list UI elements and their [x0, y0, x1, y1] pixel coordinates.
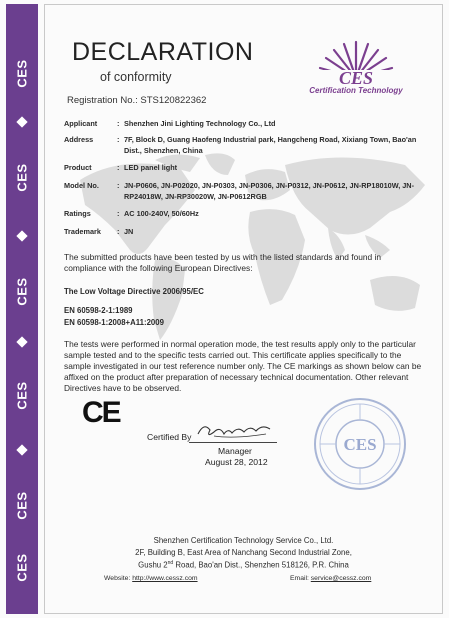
- band-label: CES: [14, 277, 30, 306]
- band-label: CES: [14, 381, 30, 410]
- band-label: CES: [14, 491, 30, 520]
- footer-address-line1: 2F, Building B, East Area of Nanchang Second Industrial Zone,: [135, 548, 352, 557]
- signature-icon: [194, 420, 276, 442]
- certified-by-label: Certified By: [147, 432, 192, 442]
- intro-text: The submitted products have been tested by us with the listed standards and found in compliance with the following European Directives:: [64, 252, 382, 273]
- logo-tagline: Certification Technology: [309, 86, 403, 95]
- field-value: JN-P0606, JN-P02020, JN-P0303, JN-P0306, JN-P0312, JN-P0612, JN-RP18010W, JN-RP24018W, JN-RP30020W, JN-P0612RGB: [124, 181, 415, 201]
- field-label: Model No.: [64, 181, 99, 190]
- certificate-page: CES CES CES CES CES CES DECLARATION of conformity Registration No.: STS120822362 CES Certification Technology Applicant : Shenzhen Jini Lighting Technology Co., Ltd Address : 7F, Block D, Guang Haofeng Industrial park, Hangcheng Road, Xixiang Town, Bao'an Dist., Shenzhen, China Product : LED panel light Model No. : JN-P0606, JN-P02020, JN-P0303, JN-P0306, JN-P0312, JN-P0612, JN-RP18010W, JN-RP24018W, JN-RP30020W, JN-P0612RGB Ratings : AC 100-240V, 50/60Hz Trademark : JN The submitted products have been tested by us with the listed standards and found in compliance with the following European Directives: The Low Voltage Directive 2006/95/EC EN 60598-2-1:1989 EN 60598-1:2008+A11:2009 The tests were performed in normal operation mode, the test results apply only to the particular sample tested and to the specific tests carried out. This certificate applies specifically to the sample investigated in our test reference number only. The CE markings as shown below can be affixed on the product after preparation of necessary technical documentation. Other relevant Directives have to be observed. CE Certified By Manager August 28, 2012 CES Shenzhen Certification Technology Service Co., Ltd. 2F, Building B, East Area of Nanchang Second Industrial Zone, Gushu 2nd Road, Bao'an Dist., Shenzhen 518126, P.R. China Website: http://www.cessz.com Email: service@cessz.com: [0, 0, 449, 618]
- ces-seal-icon: [312, 396, 408, 492]
- signer-role: Manager: [218, 446, 252, 456]
- ce-mark: CE: [82, 396, 120, 429]
- email-link[interactable]: service@cessz.com: [310, 575, 372, 582]
- field-value: Shenzhen Jini Lighting Technology Co., Ltd: [124, 119, 276, 128]
- footer-company: Shenzhen Certification Technology Service Co., Ltd.: [153, 536, 334, 545]
- diamond-icon: [16, 444, 27, 455]
- field-value: AC 100-240V, 50/60Hz: [124, 209, 199, 218]
- field-value: JN: [124, 227, 134, 236]
- band-label: CES: [14, 163, 30, 192]
- page-title: DECLARATION: [72, 38, 254, 66]
- footer-email: Email: service@cessz.com: [290, 575, 372, 582]
- field-label: Product: [64, 163, 92, 172]
- diamond-icon: [16, 230, 27, 241]
- diamond-icon: [16, 336, 27, 347]
- registration-number: Registration No.: STS120822362: [67, 95, 207, 106]
- band-label: CES: [14, 59, 30, 88]
- notes-text: The tests were performed in normal operation mode, the test results apply only to the particular sample tested and to the specific tests carried out. This certificate applies specifically to the sample investigated in our test reference number only. The CE markings as shown below can be affixed on the product after preparation of necessary technical documentation. Other relevant Directives have to be observed.: [64, 339, 422, 393]
- footer-address-line2: Gushu 2nd Road, Bao'an Dist., Shenzhen 518126, P.R. China: [138, 560, 349, 570]
- directive-title: The Low Voltage Directive 2006/95/EC: [64, 287, 204, 296]
- footer-website: Website: http://www.cessz.com: [104, 575, 198, 582]
- field-label: Address: [64, 135, 94, 144]
- logo-letters: CES: [338, 68, 374, 88]
- side-band: [6, 4, 38, 614]
- field-label: Ratings: [64, 209, 91, 218]
- seal-letters: CES: [343, 435, 377, 454]
- signature-line: [189, 442, 277, 443]
- field-value: LED panel light: [124, 163, 178, 172]
- page-subtitle: of conformity: [100, 70, 172, 84]
- signature-date: August 28, 2012: [205, 457, 268, 467]
- diamond-icon: [16, 116, 27, 127]
- website-link[interactable]: http://www.cessz.com: [132, 575, 198, 582]
- band-label: CES: [14, 553, 30, 582]
- standard-item: EN 60598-2-1:1989: [64, 306, 133, 315]
- field-value: 7F, Block D, Guang Haofeng Industrial park, Hangcheng Road, Xixiang Town, Bao'an Dist., Shenzhen, China: [124, 135, 417, 155]
- field-label: Applicant: [64, 119, 98, 128]
- standard-item: EN 60598-1:2008+A11:2009: [64, 318, 164, 327]
- field-label: Trademark: [64, 227, 101, 236]
